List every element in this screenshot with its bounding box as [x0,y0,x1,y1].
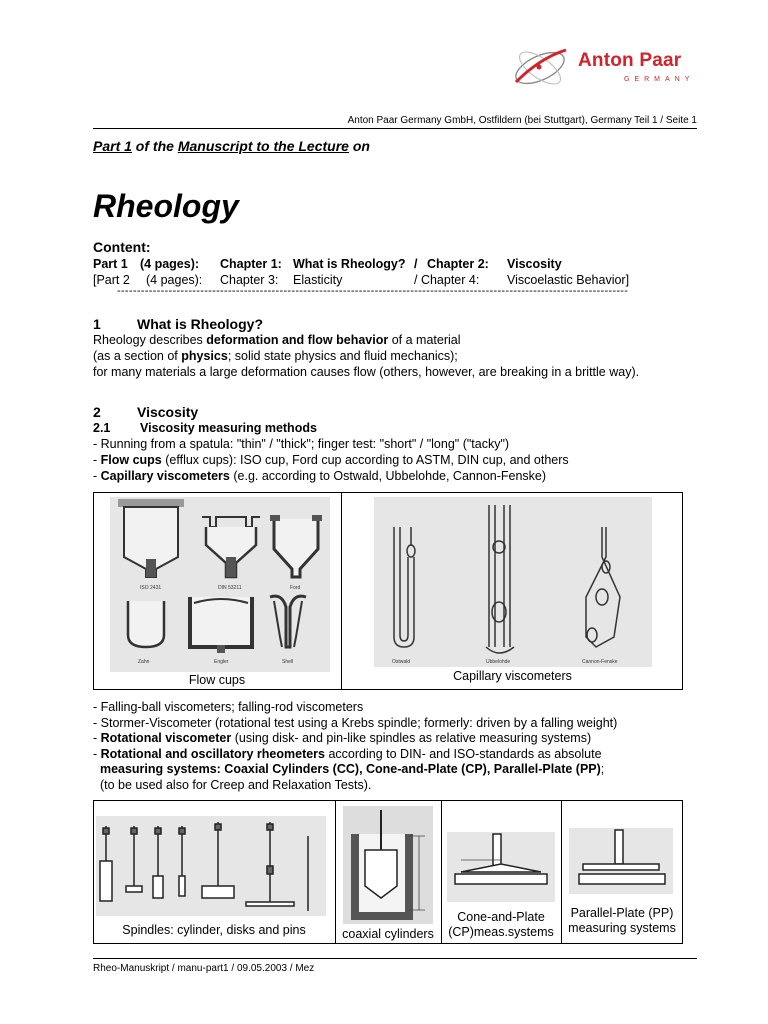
coaxial-cylinders-figure [343,806,433,924]
cup-label-shell: Shell [282,659,294,665]
cone-plate-figure [447,832,555,902]
l2-l4b: Rotational and oscillatory rheometers [100,746,325,761]
flow-cups-drawing [110,497,330,672]
page-header: Anton Paar Germany GmbH, Ostfildern (bei Stuttgart), Germany Teil 1 / Seite 1 [347,115,697,126]
parallel-plate-drawing [569,828,673,894]
capillary-viscometers-figure [374,497,652,667]
cannon-fenske-viscometer-icon [586,527,620,647]
ostwald-viscometer-icon [394,527,415,647]
intro-of-the: of the [131,138,178,154]
l2-l4a: - [93,746,101,761]
s2-b3b: Capillary viscometers [100,469,230,483]
spindle-disk-small-icon [153,826,163,898]
row1-ch2-title: Viscosity [507,257,562,271]
cap-label-ubbelohde: Ubbelohde [486,659,511,665]
cap-label-cannon-fenske: Cannon-Fenske [582,659,618,665]
content-heading: Content: [93,239,151,255]
cup-label-iso: ISO 2431 [140,585,162,591]
cone-plate-caption [441,910,561,940]
s1-line-2 [93,348,639,364]
manuscript-label: Manuscript to the Lecture [177,138,349,154]
page-title: Rheology [93,188,239,224]
subsection-2-1-number: 2.1 [93,421,111,435]
row1-sep: / [414,257,418,271]
row1-pages: (4 pages): [140,257,200,271]
section-1-title: What is Rheology? [137,316,263,332]
l2-l5c: ; [600,762,605,776]
s2-bullet-1: - Running from a spatula: "thin" / "thick"; finger test: "short" / "long" ("tacky") [93,437,510,451]
page-footer: Rheo-Manuskript / manu-part1 / 09.05.2003 / Mez [93,963,315,974]
cup-label-ford: Ford [290,585,301,591]
spindle-large-disk-icon [202,822,234,898]
parallel-plate-caption [561,906,683,936]
intro-on: on [348,138,370,154]
s2-bullet-2 [93,452,569,468]
section-1-number: 1 [93,316,101,332]
company-logo [506,38,706,98]
spindles-figure [96,816,326,916]
section-2-title: Viscosity [137,404,199,420]
list2-line-2: - Stormer-Viscometer (rotational test using a Krebs spindle; formerly: driven by a falling weight) [93,715,618,730]
s1-l2a: (as a section of [93,349,182,363]
row2-sep: / Chapter 4: [414,273,480,287]
row2-ch4-title: Viscoelastic Behavior] [507,273,630,287]
flow-cups-figure [110,497,330,672]
manuscript-intro [93,138,370,154]
s1-line-3: for many materials a large deformation causes flow (others, however, are breaking in a brittle way). [93,365,640,379]
s1-l2c: ; solid state physics and fluid mechanics); [227,349,458,363]
s2-b3a: - [93,469,101,483]
l2-l5a [93,762,100,776]
engler-cup-icon [190,597,252,653]
din-cup-icon [202,517,260,577]
s2-bullet-3 [93,468,569,484]
spindle-flat-disk-icon [246,822,294,906]
list2-line-4 [93,747,617,763]
cup-label-engler: Engler [214,659,229,665]
cone-plate-caption-line-1: Cone-and-Plate [457,910,545,924]
s1-line-1 [93,332,639,348]
spindles-drawing [96,816,326,916]
s2-b2c: (efflux cups): ISO cup, Ford cup according to ASTM, DIN cup, and others [161,453,569,467]
s1-l2b: physics [181,349,228,363]
row1-part: Part 1 [93,257,128,271]
section-1-heading [93,316,263,332]
cap-label-ostwald: Ostwald [392,659,411,665]
cone-plate-drawing [447,832,555,902]
part-label: Part 1 [93,138,132,154]
s1-l1b: deformation and flow behavior [206,333,389,347]
parallel-plate-caption-line-1: Parallel-Plate (PP) [570,906,674,920]
s2-b2b: Flow cups [100,453,162,467]
logo-subtitle: GERMANY [624,76,695,83]
s1-l1a: Rheology describes [93,333,207,347]
flow-cups-caption: Flow cups [188,673,246,687]
capillary-viscometers-caption: Capillary viscometers [453,669,572,683]
logo-name: Anton Paar [578,50,682,71]
footer-rule [93,958,697,959]
coaxial-cylinders-caption: coaxial cylinders [342,927,434,941]
subsection-2-1-title: Viscosity measuring methods [140,421,317,435]
row1-ch1: Chapter 1: [220,257,282,271]
l2-l4c: according to DIN- and ISO-standards as absolute [325,746,602,761]
cup-label-din: DIN 53211 [218,585,242,591]
figure-1-divider [341,492,342,690]
row2-ch3: Chapter 3: [220,273,279,287]
ubbelohde-viscometer-icon [486,505,514,653]
cone-plate-caption-line-2: (CP)meas.systems [448,925,554,939]
iso-cup-icon [118,499,184,577]
l2-l3c: (using disk- and pin-like spindles as relative measuring systems) [231,731,592,745]
list2-line-3 [93,731,617,747]
rheometer-list [93,700,617,793]
section-1-body [93,332,639,380]
figure-2-divider-1 [335,800,336,944]
list2-line-5 [93,762,617,778]
subsection-2-1-heading [93,420,317,436]
spindles-caption: Spindles: cylinder, disks and pins [122,923,306,937]
coaxial-drawing [343,806,433,924]
row1-ch2: Chapter 2: [427,257,489,271]
zahn-cup-icon [128,601,164,647]
s2-b3c: (e.g. according to Ostwald, Ubbelohde, Cannon-Fenske) [229,469,547,483]
header-rule [93,128,697,129]
spindle-disk-icon [126,826,142,892]
list2-line-6: (to be used also for Creep and Relaxation Tests). [93,777,372,792]
l2-l3b: Rotational viscometer [100,731,232,745]
spindle-cylinder-icon [100,826,112,901]
row2-part: [Part 2 [93,273,130,287]
shell-cup-icon [270,596,306,647]
logo-swoosh-icon [506,38,576,98]
section-2-body [93,436,569,484]
l2-l3a: - [93,731,101,745]
row1-ch1-title: What is Rheology? [293,257,406,271]
parallel-plate-figure [569,828,673,894]
spindle-pin-icon [179,826,185,896]
capillary-drawing [374,497,652,667]
row2-pages: (4 pages): [146,273,203,287]
row2-ch3-title: Elasticity [293,273,343,287]
section-2-number: 2 [93,404,101,420]
list2-line-1: - Falling-ball viscometers; falling-rod viscometers [93,700,364,714]
l2-l5b: measuring systems: Coaxial Cylinders (CC), Cone-and-Plate (CP), Parallel-Plate (PP) [99,762,601,776]
s1-l1c: of a material [388,333,461,347]
cup-label-zahn: Zahn [138,659,150,665]
ford-cup-icon [270,515,322,577]
s2-b2a: - [93,453,101,467]
content-divider: --------------------------------------------------------------------------------------------------------------------------------- [117,285,629,297]
section-2-heading [93,404,199,420]
parallel-plate-caption-line-2: measuring systems [568,921,676,935]
